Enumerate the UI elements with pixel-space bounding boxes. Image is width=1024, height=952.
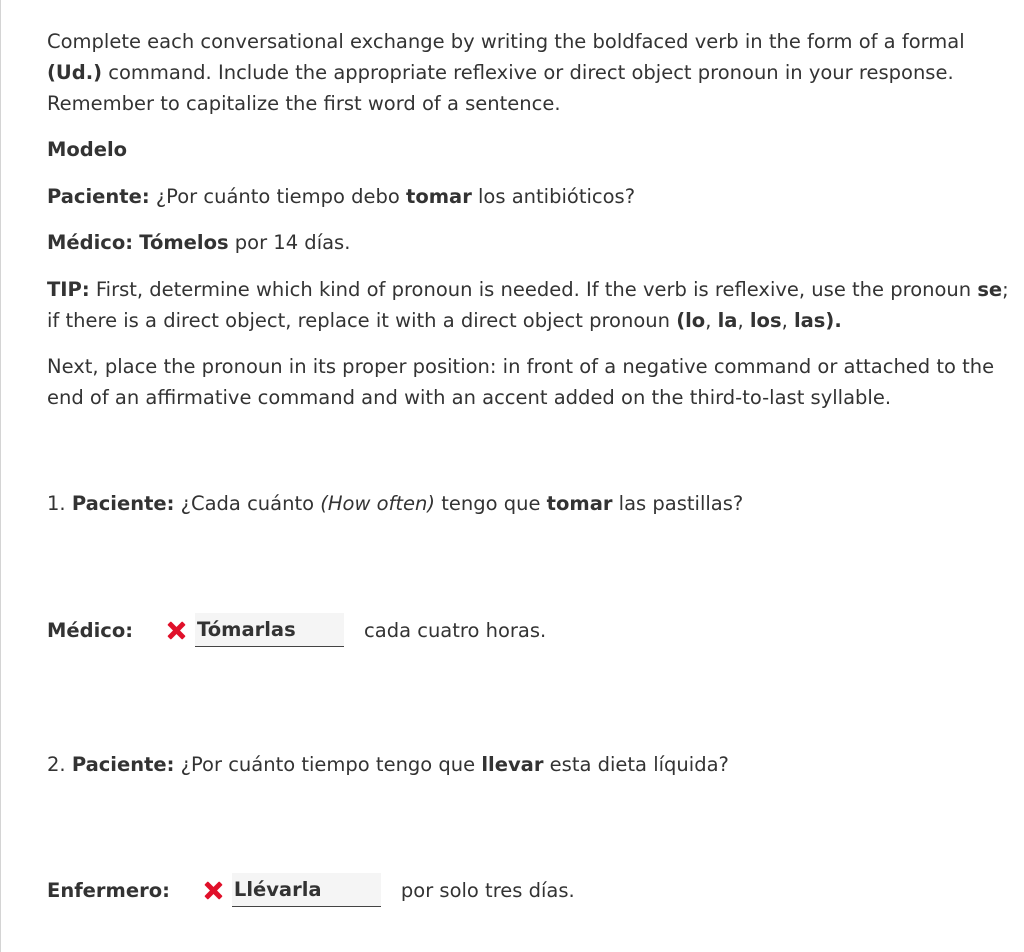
question-verb: tomar [546, 492, 613, 515]
question-number: 1. [47, 492, 66, 515]
tip-label: TIP: [47, 278, 90, 301]
question-number: 2. [47, 753, 66, 776]
question-2 [47, 749, 729, 780]
question-patient-label: Paciente: [71, 492, 175, 515]
model-patient-line [47, 181, 635, 212]
question-patient-label: Paciente: [71, 753, 175, 776]
tip-pron-close: ). [825, 309, 842, 332]
answer-row-2 [47, 870, 575, 910]
tip-la: la [717, 309, 738, 332]
tip-next-paragraph: Next, place the pronoun in its proper position: in front of a negative command or attached to the end of an affirmative command and with an accent added on the third-to-last syllable. [47, 355, 995, 409]
instructions-text: Complete each conversational exchange by writing the boldfaced verb in the form of a formal [47, 30, 965, 53]
tip-pron-open: ( [676, 309, 686, 332]
tip-text-2: ; if there is a direct object, replace it with a direct object pronoun [47, 278, 1009, 332]
model-doctor-post: por 14 días. [228, 231, 351, 254]
answer-after-text: cada cuatro horas. [364, 618, 547, 642]
question-pre: ¿Por cuánto tiempo tengo que [174, 753, 482, 776]
question-mid: tengo que [435, 492, 547, 515]
question-post: esta dieta líquida? [543, 753, 729, 776]
incorrect-x-icon [165, 619, 187, 641]
model-doctor-line [47, 227, 350, 258]
tip-lo: lo [685, 309, 706, 332]
instructions-ud: (Ud.) [47, 61, 103, 84]
tip-las: las [793, 309, 826, 332]
answer-after-text: por solo tres días. [400, 878, 575, 902]
question-1 [47, 488, 743, 519]
question-verb: llevar [481, 753, 544, 776]
model-patient-verb: tomar [406, 185, 472, 208]
tip-los: los [749, 309, 782, 332]
tip-text-1: First, determine which kind of pronoun is needed. If the verb is reflexive, use the pronoun [89, 278, 978, 301]
model-patient-label: Paciente: [47, 185, 150, 208]
model-patient-post: los antibióticos? [471, 185, 636, 208]
tip-sep: , [737, 309, 750, 332]
tip-sep: , [705, 309, 718, 332]
model-heading [47, 134, 127, 165]
instructions-text-2: command. Include the appropriate reflexive or direct object pronoun in your response. Remember to capitalize the first word of a sentence. [47, 61, 954, 115]
tip-se: se [977, 278, 1003, 301]
tip-paragraph [47, 274, 1012, 336]
model-doctor-answer: Tómelos [139, 231, 229, 254]
answer-row-1 [47, 610, 546, 650]
model-heading-text: Modelo [47, 138, 128, 161]
question-pre: ¿Cada cuánto [174, 492, 321, 515]
instructions [47, 26, 1007, 119]
answer-input-1[interactable]: Tómarlas [195, 613, 344, 647]
responder-label: Médico: [47, 618, 134, 642]
answer-input-2[interactable]: Llévarla [232, 873, 381, 907]
question-italic: (How often) [320, 492, 436, 515]
model-doctor-label: Médico: [47, 231, 134, 254]
model-patient-pre: ¿Por cuánto tiempo debo [149, 185, 406, 208]
question-post: las pastillas? [612, 492, 744, 515]
responder-label: Enfermero: [47, 878, 170, 902]
incorrect-x-icon [202, 879, 224, 901]
tip-sep: , [781, 309, 794, 332]
